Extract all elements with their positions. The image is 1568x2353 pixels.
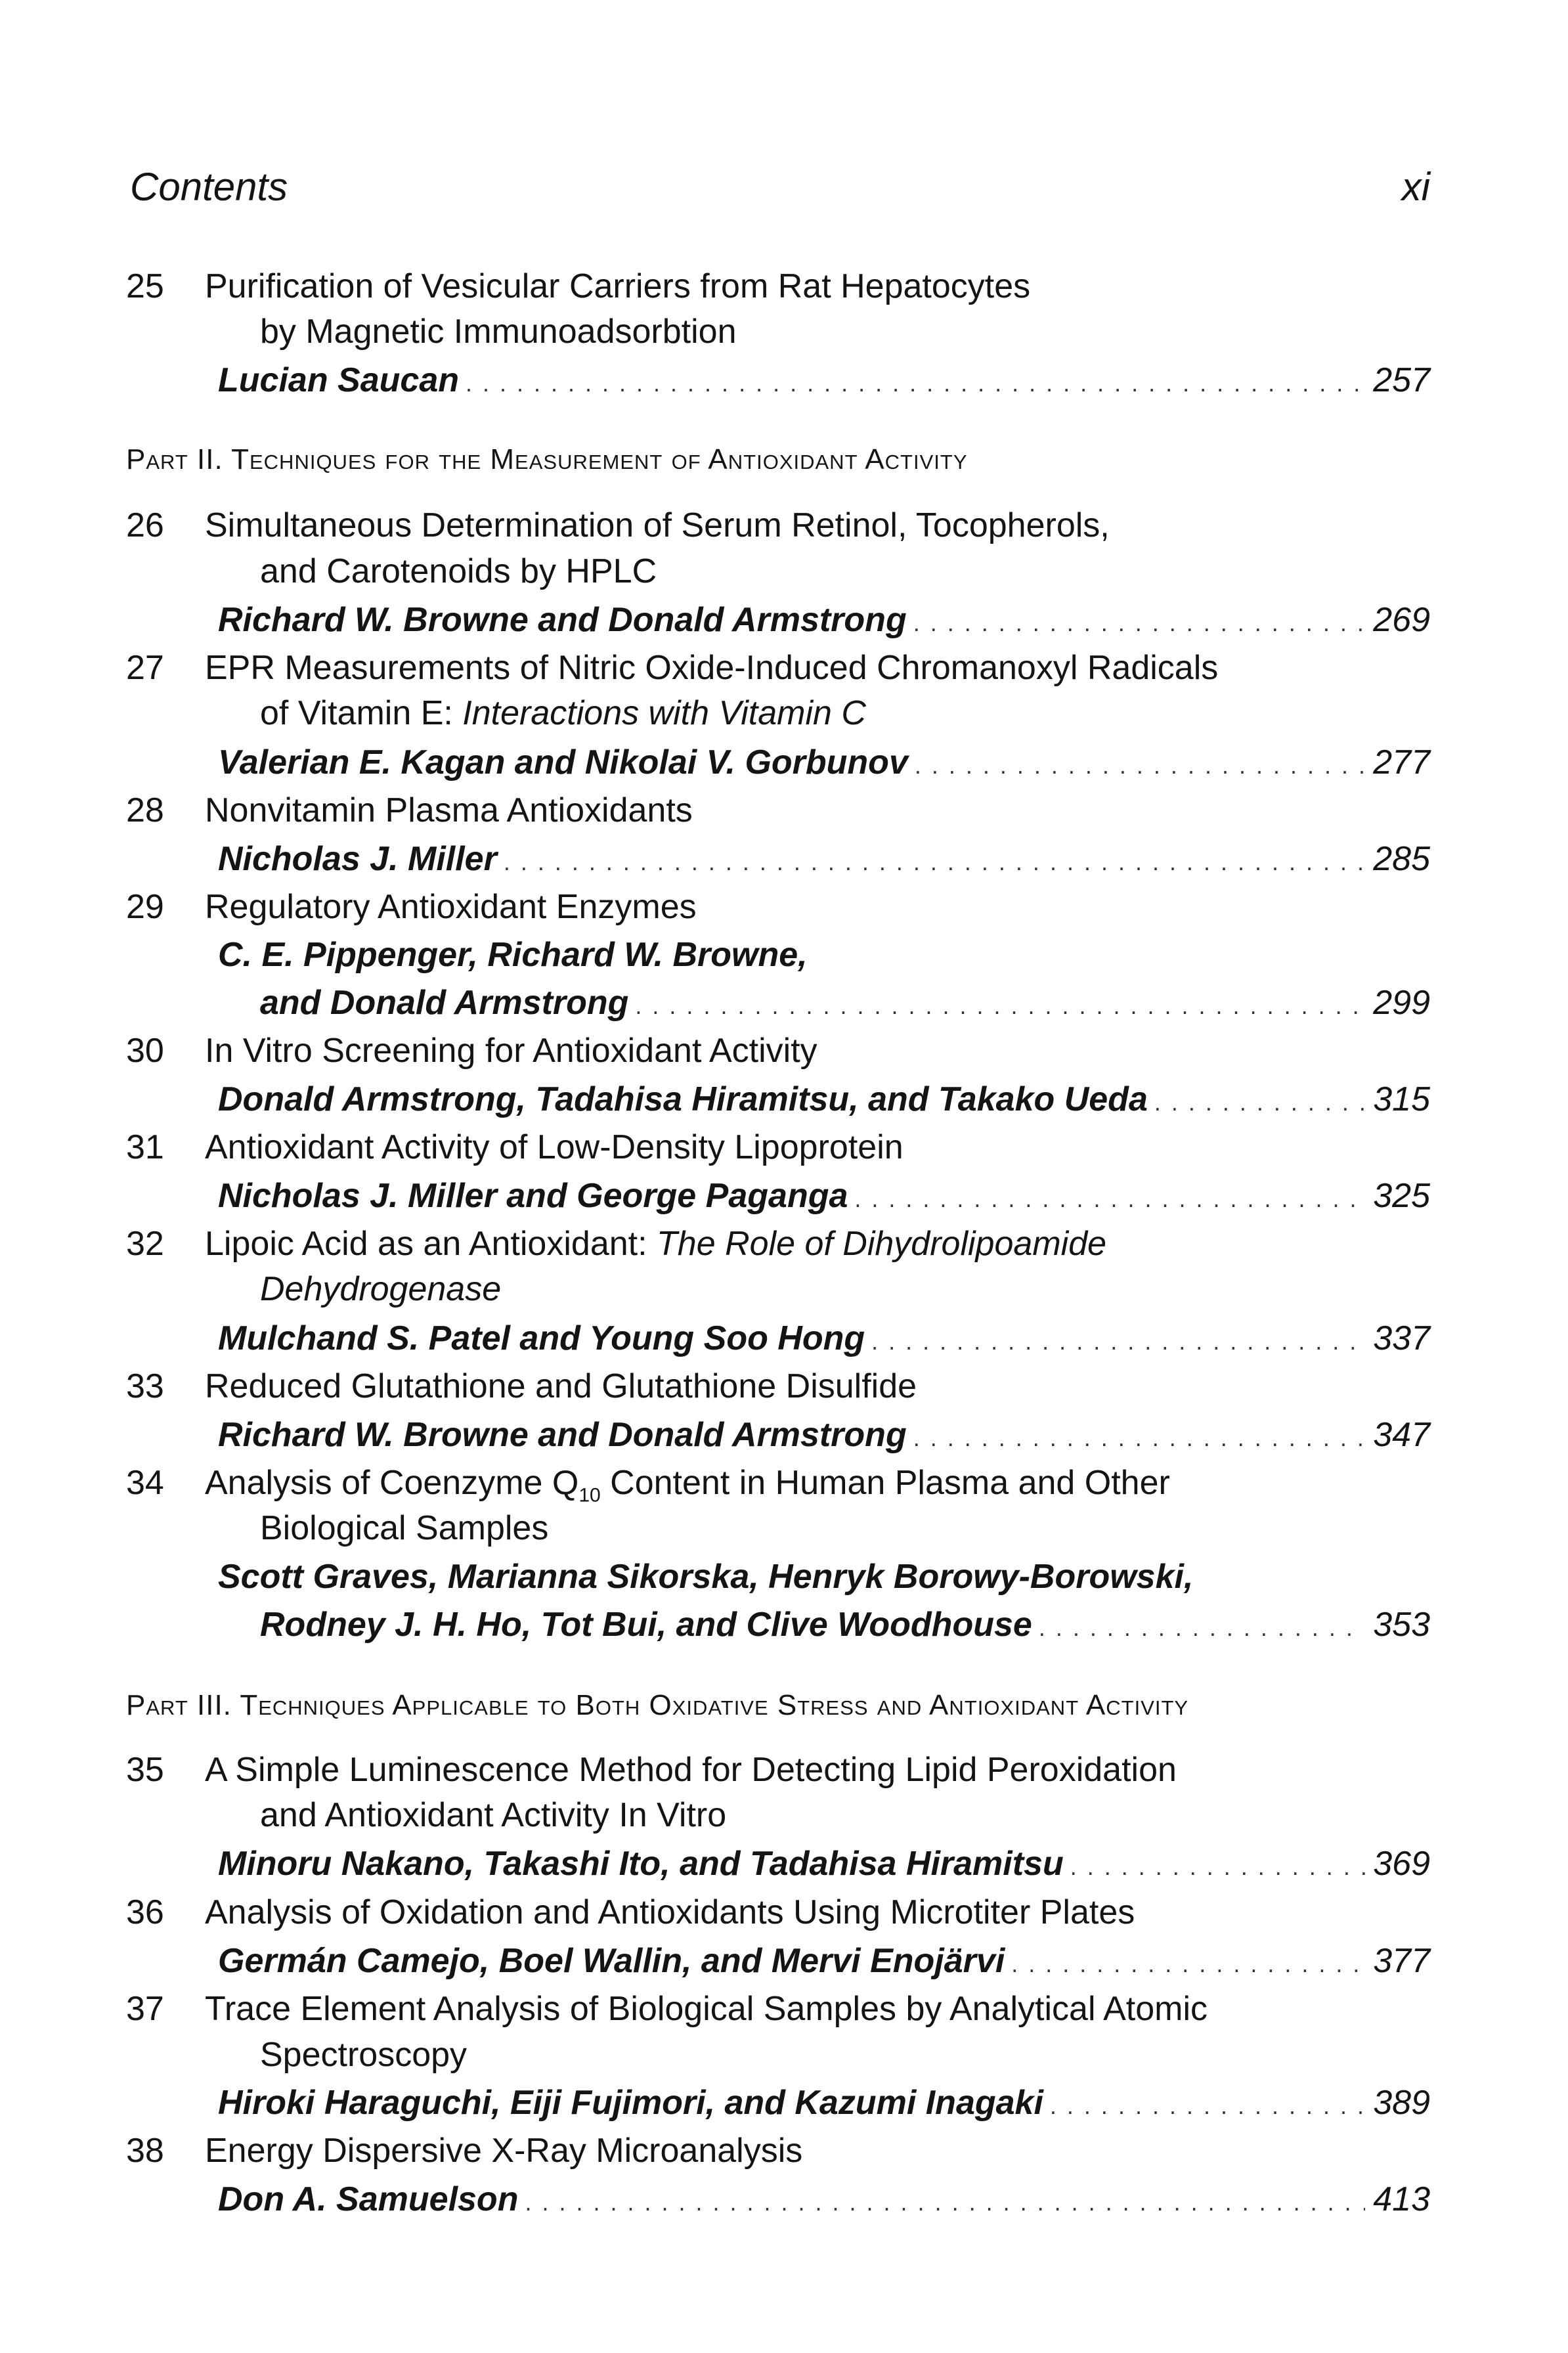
dot-leader — [1050, 2084, 1365, 2128]
toc-entry-26-authors — [0, 598, 1568, 642]
toc-entry-36-title — [0, 1890, 1568, 1935]
toc-entry-32-authors — [0, 1316, 1568, 1361]
toc-entry-36-authors — [0, 1939, 1568, 1983]
chapter-authors: C. E. Pippenger, Richard W. Browne, — [218, 936, 808, 974]
chapter-title — [205, 1461, 1170, 1505]
toc-entry-35-title-cont — [0, 1793, 1568, 1837]
part-heading-iii: Part III. Techniques Applicable to Both Oxidative Stress and Antioxidant Activity — [126, 1689, 1189, 1721]
chapter-authors: Don A. Samuelson — [218, 2180, 519, 2218]
toc-entry-38-authors — [0, 2177, 1568, 2222]
chapter-title: Reduced Glutathione and Glutathione Disulfide — [205, 1367, 917, 1405]
chapter-title-continued: Spectroscopy — [260, 2036, 468, 2074]
chapter-title: A Simple Luminescence Method for Detecting Lipid Peroxidation — [205, 1751, 1177, 1789]
title-plain: Lipoic Acid as an Antioxidant: — [205, 1225, 657, 1263]
page-number: 325 — [1373, 1177, 1430, 1215]
toc-entry-25-title-cont — [0, 309, 1568, 354]
toc-entry-32-title-cont — [0, 1267, 1568, 1311]
chapter-number: 36 — [126, 1893, 164, 1931]
toc-entry-30-authors — [0, 1077, 1568, 1122]
chapter-number: 29 — [126, 888, 164, 926]
toc-entry-31-title — [0, 1125, 1568, 1170]
page-folio: xi — [1401, 165, 1430, 209]
dot-leader — [1011, 1942, 1365, 1987]
chapter-title: Regulatory Antioxidant Enzymes — [205, 888, 697, 926]
chapter-authors: Nicholas J. Miller and George Paganga — [218, 1177, 848, 1215]
chapter-title: Simultaneous Determination of Serum Retinol, Tocopherols, — [205, 506, 1110, 544]
subtitle-plain: of Vitamin E: — [260, 694, 463, 732]
page-number: 315 — [1373, 1080, 1430, 1118]
toc-entry-29-authors — [0, 933, 1568, 977]
chapter-authors: Richard W. Browne and Donald Armstrong — [218, 601, 907, 639]
running-head — [130, 161, 1430, 213]
toc-entry-25-authors — [0, 358, 1568, 403]
chapter-number: 34 — [126, 1464, 164, 1502]
dot-leader — [915, 743, 1365, 788]
chapter-title-continued: and Antioxidant Activity In Vitro — [260, 1796, 727, 1834]
dot-leader — [504, 840, 1365, 885]
chapter-title-continued: and Carotenoids by HPLC — [260, 552, 657, 590]
toc-entry-33-authors — [0, 1413, 1568, 1457]
dot-leader — [1154, 1080, 1365, 1125]
chapter-authors: Richard W. Browne and Donald Armstrong — [218, 1416, 907, 1454]
toc-entry-32-title — [0, 1221, 1568, 1266]
page-number: 377 — [1373, 1942, 1430, 1980]
chapter-authors: Scott Graves, Marianna Sikorska, Henryk Borowy-Borowski, — [218, 1558, 1194, 1596]
toc-entry-31-authors — [0, 1174, 1568, 1218]
chapter-number: 26 — [126, 506, 164, 544]
toc-entry-37-title-cont — [0, 2033, 1568, 2077]
toc-entry-27-authors — [0, 740, 1568, 785]
dot-leader — [525, 2180, 1365, 2225]
toc-entry-34-authors — [0, 1554, 1568, 1599]
chapter-title-continued: by Magnetic Immunoadsorbtion — [260, 313, 737, 351]
chapter-number: 25 — [126, 267, 164, 305]
page-number: 413 — [1373, 2180, 1430, 2218]
toc-entry-37-title — [0, 1987, 1568, 2031]
toc-entry-27-title-cont — [0, 691, 1568, 736]
chapter-title-continued: Biological Samples — [260, 1509, 549, 1547]
chapter-number: 33 — [126, 1367, 164, 1405]
toc-entry-34-authors-cont — [0, 1602, 1568, 1647]
toc-entry-28-authors — [0, 837, 1568, 881]
toc-entry-35-authors — [0, 1841, 1568, 1886]
chapter-title: In Vitro Screening for Antioxidant Activity — [205, 1032, 817, 1070]
chapter-authors: Valerian E. Kagan and Nikolai V. Gorbunov — [218, 743, 908, 781]
chapter-title-continued — [260, 691, 866, 736]
toc-entry-27-title — [0, 646, 1568, 690]
page-number: 347 — [1373, 1416, 1430, 1454]
toc-entry-29-authors-cont — [0, 980, 1568, 1025]
chapter-authors: Hiroki Haraguchi, Eiji Fujimori, and Kazumi Inagaki — [218, 2084, 1043, 2122]
toc-entry-37-authors — [0, 2080, 1568, 2125]
toc-entry-30-title — [0, 1028, 1568, 1073]
title-italic: The Role of Dihydrolipoamide — [657, 1225, 1107, 1263]
page-number: 353 — [1373, 1606, 1430, 1644]
toc-entry-33-title — [0, 1364, 1568, 1409]
dot-leader — [913, 601, 1366, 646]
dot-leader — [1070, 1845, 1365, 1889]
dot-leader — [871, 1319, 1365, 1364]
dot-leader — [1039, 1606, 1365, 1650]
chapter-authors-continued: and Donald Armstrong — [260, 984, 629, 1022]
chapter-number: 35 — [126, 1751, 164, 1789]
chapter-number: 37 — [126, 1990, 164, 2028]
page-number: 257 — [1373, 361, 1430, 399]
chapter-title: Nonvitamin Plasma Antioxidants — [205, 791, 693, 829]
chapter-title: Antioxidant Activity of Low-Density Lipoprotein — [205, 1128, 904, 1166]
page-number: 269 — [1373, 601, 1430, 639]
page-number: 389 — [1373, 2084, 1430, 2122]
chapter-authors-continued: Rodney J. H. Ho, Tot Bui, and Clive Woodhouse — [260, 1606, 1032, 1644]
chapter-authors: Minoru Nakano, Takashi Ito, and Tadahisa Hiramitsu — [218, 1845, 1064, 1883]
chapter-title: Purification of Vesicular Carriers from Rat Hepatocytes — [205, 267, 1031, 305]
page-number: 299 — [1373, 984, 1430, 1022]
title-part-a: Analysis of Coenzyme Q — [205, 1464, 579, 1502]
chapter-title — [205, 1221, 1106, 1266]
title-part-b: Content in Human Plasma and Other — [600, 1464, 1170, 1502]
chapter-authors: Donald Armstrong, Tadahisa Hiramitsu, and Takako Ueda — [218, 1080, 1148, 1118]
chapter-title: Analysis of Oxidation and Antioxidants Using Microtiter Plates — [205, 1893, 1135, 1931]
chapter-title: Energy Dispersive X-Ray Microanalysis — [205, 2132, 803, 2170]
dot-leader — [466, 361, 1365, 406]
chapter-title-continued: Dehydrogenase — [260, 1270, 502, 1308]
chapter-number: 30 — [126, 1032, 164, 1070]
chapter-title: Trace Element Analysis of Biological Samples by Analytical Atomic — [205, 1990, 1208, 2028]
subscript: 10 — [578, 1484, 601, 1506]
dot-leader — [854, 1177, 1365, 1221]
running-head-title: Contents — [130, 165, 288, 209]
dot-leader — [635, 984, 1365, 1028]
toc-entry-35-title — [0, 1748, 1568, 1792]
page-number: 277 — [1373, 743, 1430, 781]
chapter-authors: Mulchand S. Patel and Young Soo Hong — [218, 1319, 865, 1357]
chapter-number: 38 — [126, 2132, 164, 2170]
chapter-authors: Lucian Saucan — [218, 361, 459, 399]
toc-entry-26-title — [0, 503, 1568, 548]
part-heading-ii: Part II. Techniques for the Measurement of Antioxidant Activity — [126, 443, 968, 475]
page-number: 369 — [1373, 1845, 1430, 1883]
chapter-number: 28 — [126, 791, 164, 829]
chapter-authors: Germán Camejo, Boel Wallin, and Mervi Enojärvi — [218, 1942, 1005, 1980]
toc-entry-26-title-cont — [0, 549, 1568, 594]
page-number: 285 — [1373, 840, 1430, 878]
chapter-number: 31 — [126, 1128, 164, 1166]
toc-entry-38-title — [0, 2128, 1568, 2173]
page-number: 337 — [1373, 1319, 1430, 1357]
toc-entry-29-title — [0, 885, 1568, 929]
toc-entry-34-title — [0, 1461, 1568, 1505]
toc-entry-25-title — [0, 264, 1568, 309]
chapter-number: 32 — [126, 1225, 164, 1263]
chapter-number: 27 — [126, 649, 164, 687]
dot-leader — [913, 1416, 1366, 1461]
chapter-authors: Nicholas J. Miller — [218, 840, 497, 878]
toc-entry-34-title-cont — [0, 1506, 1568, 1550]
toc-entry-28-title — [0, 788, 1568, 833]
subtitle-italic: Interactions with Vitamin C — [462, 694, 866, 732]
chapter-title: EPR Measurements of Nitric Oxide-Induced Chromanoxyl Radicals — [205, 649, 1219, 687]
